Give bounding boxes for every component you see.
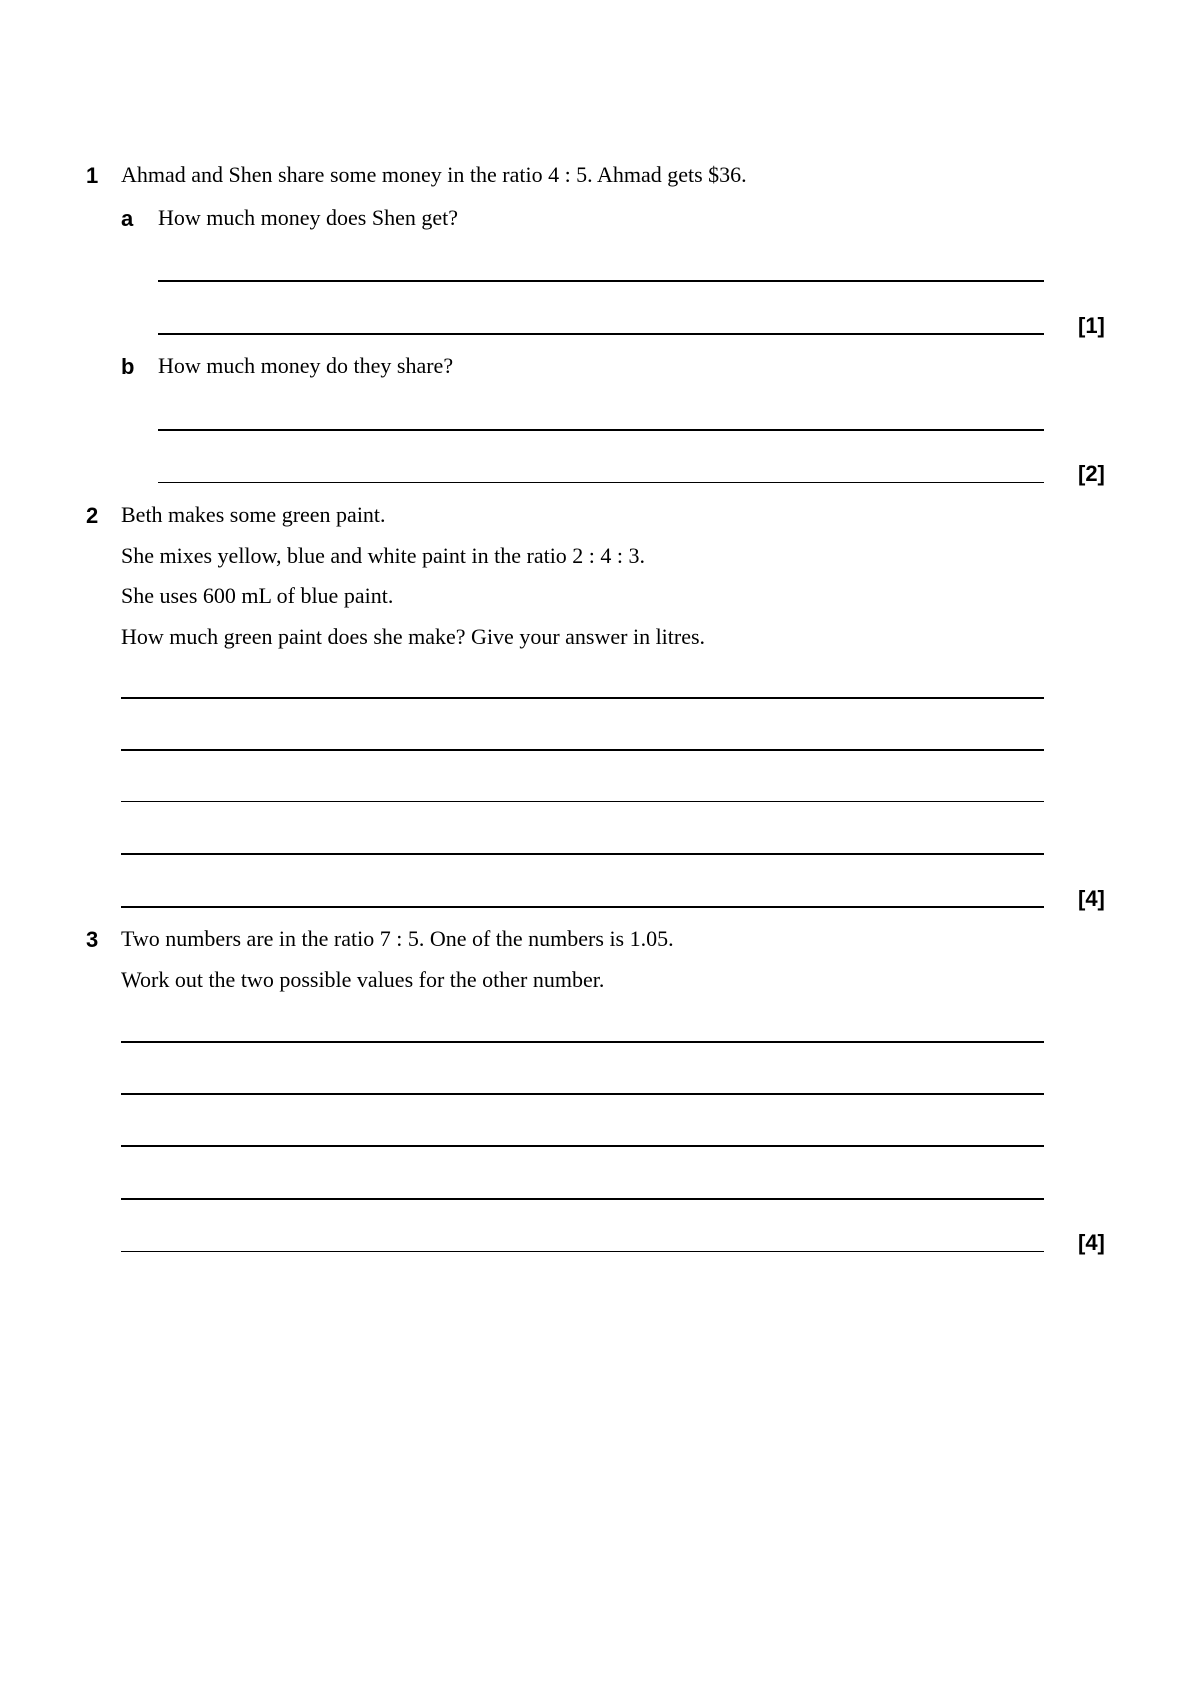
part-text: How much money do they share?: [158, 353, 454, 378]
question-text: Beth makes some green paint.: [121, 502, 386, 527]
answer-line[interactable]: [158, 333, 1044, 335]
answer-line[interactable]: [158, 280, 1044, 282]
answer-line[interactable]: [121, 749, 1044, 751]
question-text: Two numbers are in the ratio 7 : 5. One of the numbers is 1.05.: [121, 926, 674, 951]
answer-line[interactable]: [121, 1251, 1044, 1252]
answer-line[interactable]: [121, 801, 1044, 802]
answer-line[interactable]: [121, 1041, 1044, 1043]
question-text: How much green paint does she make? Give your answer in litres.: [121, 624, 706, 649]
answer-line[interactable]: [121, 1198, 1044, 1200]
part-label: b: [121, 354, 135, 379]
answer-line[interactable]: [158, 482, 1044, 483]
question-text: She uses 600 mL of blue paint.: [121, 583, 394, 608]
question-text: Ahmad and Shen share some money in the ratio 4 : 5. Ahmad gets $36.: [121, 162, 747, 187]
marks-label: [2]: [1078, 461, 1105, 486]
question-text: She mixes yellow, blue and white paint in the ratio 2 : 4 : 3.: [121, 543, 646, 568]
marks-label: [4]: [1078, 1230, 1105, 1255]
question-number: 1: [86, 163, 99, 188]
answer-line[interactable]: [121, 1093, 1044, 1095]
question-number: 2: [86, 503, 99, 528]
answer-line[interactable]: [121, 906, 1044, 908]
question-text: Work out the two possible values for the other number.: [121, 967, 605, 992]
answer-line[interactable]: [121, 1145, 1044, 1147]
answer-line[interactable]: [121, 697, 1044, 699]
answer-line[interactable]: [158, 429, 1044, 431]
part-text: How much money does Shen get?: [158, 205, 458, 230]
question-number: 3: [86, 927, 99, 952]
answer-line[interactable]: [121, 853, 1044, 855]
marks-label: [1]: [1078, 313, 1105, 338]
part-label: a: [121, 206, 134, 231]
marks-label: [4]: [1078, 886, 1105, 911]
